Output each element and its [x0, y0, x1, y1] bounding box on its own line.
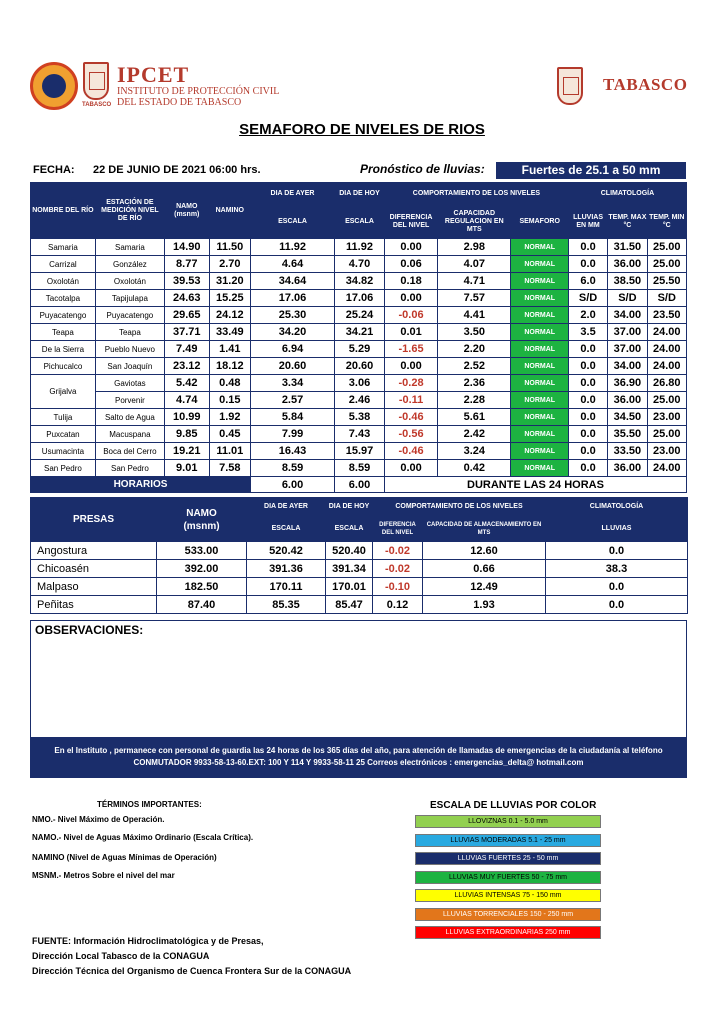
cell-cap: 1.93 — [423, 596, 546, 614]
terms-title: TÉRMINOS IMPORTANTES: — [97, 800, 202, 809]
cell-dif: -0.02 — [373, 542, 423, 560]
pronostico-value: Fuertes de 25.1 a 50 mm — [496, 162, 686, 179]
cell-lluvia: 0.0 — [568, 426, 607, 443]
cell-tmin: 23.00 — [647, 409, 686, 426]
horario-ayer: 6.00 — [251, 477, 335, 493]
cell-cap: 3.50 — [438, 324, 511, 341]
header-semaforo: SEMAFORO — [511, 205, 568, 239]
cell-cap: 2.52 — [438, 358, 511, 375]
cell-dif: -0.10 — [373, 578, 423, 596]
header-dam-dia-hoy: DIA DE HOY — [326, 498, 373, 516]
header-rio: NOMBRE DEL RÍO — [31, 183, 96, 239]
cell-ayer: 17.06 — [251, 290, 335, 307]
cell-name: Peñitas — [31, 596, 157, 614]
table-row — [31, 307, 687, 324]
cell-cap: 2.28 — [438, 392, 511, 409]
cell-tmax: 36.90 — [608, 375, 647, 392]
cell-dif: -0.56 — [384, 426, 437, 443]
cell-ayer: 3.34 — [251, 375, 335, 392]
rain-scale-item: LLUVIAS TORRENCIALES 150 - 250 mm — [415, 908, 601, 921]
cell-dif: -0.28 — [384, 375, 437, 392]
header-estacion: ESTACIÓN DE MEDICIÓN NIVEL DE RÍO — [95, 183, 164, 239]
cell-cap: 4.71 — [438, 273, 511, 290]
header-namino: NAMINO — [209, 183, 250, 239]
cell-lluvia: 6.0 — [568, 273, 607, 290]
cell-namino: 0.45 — [209, 426, 250, 443]
cell-namo: 9.85 — [164, 426, 209, 443]
proteccion-civil-logo — [30, 62, 78, 110]
table-row — [31, 426, 687, 443]
cell-lluvia: 0.0 — [546, 542, 688, 560]
cell-tmax: S/D — [608, 290, 647, 307]
cell-namo: 14.90 — [164, 239, 209, 256]
cell-hoy: 7.43 — [335, 426, 385, 443]
header-escala-hoy: ESCALA — [335, 205, 385, 239]
cell-estacion: Oxolotán — [95, 273, 164, 290]
cell-dif: 0.00 — [384, 290, 437, 307]
cell-hoy: 20.60 — [335, 358, 385, 375]
cell-estacion: Pueblo Nuevo — [95, 341, 164, 358]
cell-namino: 18.12 — [209, 358, 250, 375]
observaciones-label: OBSERVACIONES: — [35, 623, 144, 637]
cell-tmin: 23.50 — [647, 307, 686, 324]
header-dam-lluvias: LLUVIAS — [546, 516, 688, 542]
cell-cap: 0.42 — [438, 460, 511, 477]
cell-tmax: 37.00 — [608, 324, 647, 341]
table-row — [31, 542, 688, 560]
cell-hoy: 34.82 — [335, 273, 385, 290]
cell-namino: 31.20 — [209, 273, 250, 290]
cell-tmax: 38.50 — [608, 273, 647, 290]
cell-hoy: 17.06 — [335, 290, 385, 307]
cell-namino: 1.92 — [209, 409, 250, 426]
cell-hoy: 2.46 — [335, 392, 385, 409]
header-dam-dia-ayer: DIA DE AYER — [247, 498, 326, 516]
page-title: SEMAFORO DE NIVELES DE RIOS — [239, 121, 485, 138]
fecha-label: FECHA: — [33, 164, 75, 176]
cell-namino: 24.12 — [209, 307, 250, 324]
cell-ayer: 85.35 — [247, 596, 326, 614]
cell-cap: 4.07 — [438, 256, 511, 273]
tabasco-crest-icon — [83, 62, 109, 100]
cell-ayer: 170.11 — [247, 578, 326, 596]
cell-namo: 24.63 — [164, 290, 209, 307]
contact-line-1: En el Instituto , permanece con personal de guardia las 24 horas de los 365 días del año, para atención de llamadas de emergencias de la ciudadanía al teléfono — [54, 746, 663, 755]
cell-namo: 4.74 — [164, 392, 209, 409]
cell-namino: 11.50 — [209, 239, 250, 256]
cell-dif: -0.11 — [384, 392, 437, 409]
cell-tmin: 25.00 — [647, 256, 686, 273]
cell-rio: Pichucalco — [31, 358, 96, 375]
cell-tmin: 24.00 — [647, 460, 686, 477]
horario-hoy: 6.00 — [335, 477, 385, 493]
cell-ayer: 34.64 — [251, 273, 335, 290]
cell-estacion: San Joaquín — [95, 358, 164, 375]
cell-cap: 3.24 — [438, 443, 511, 460]
cell-namo: 87.40 — [157, 596, 247, 614]
header-capacidad: CAPACIDAD REGULACION EN MTS — [438, 205, 511, 239]
rain-scale-title: ESCALA DE LLUVIAS POR COLOR — [430, 800, 597, 811]
table-row — [31, 290, 687, 307]
header-dam-escala-hoy: ESCALA — [326, 516, 373, 542]
cell-namo: 5.42 — [164, 375, 209, 392]
cell-sem: NORMAL — [511, 426, 568, 443]
cell-lluvia: 38.3 — [546, 560, 688, 578]
cell-tmax: 37.00 — [608, 341, 647, 358]
cell-rio: Usumacinta — [31, 443, 96, 460]
header-dia-ayer: DIA DE AYER — [251, 183, 335, 205]
cell-tmax: 36.00 — [608, 460, 647, 477]
cell-ayer: 11.92 — [251, 239, 335, 256]
table-row — [31, 392, 687, 409]
cell-namino: 2.70 — [209, 256, 250, 273]
cell-rio: Oxolotán — [31, 273, 96, 290]
cell-cap: 7.57 — [438, 290, 511, 307]
cell-namo: 19.21 — [164, 443, 209, 460]
header-namo: NAMO (msnm) — [164, 183, 209, 239]
cell-cap: 2.20 — [438, 341, 511, 358]
header-tmax: TEMP. MAX °C — [608, 205, 647, 239]
cell-sem: NORMAL — [511, 290, 568, 307]
cell-ayer: 7.99 — [251, 426, 335, 443]
cell-dif: -0.46 — [384, 443, 437, 460]
cell-rio: Teapa — [31, 324, 96, 341]
cell-lluvia: 0.0 — [568, 460, 607, 477]
cell-ayer: 520.42 — [247, 542, 326, 560]
cell-rio: Carrizal — [31, 256, 96, 273]
cell-hoy: 5.38 — [335, 409, 385, 426]
cell-name: Angostura — [31, 542, 157, 560]
table-row — [31, 460, 687, 477]
cell-tmin: 24.00 — [647, 358, 686, 375]
cell-tmax: 34.50 — [608, 409, 647, 426]
cell-tmin: 23.00 — [647, 443, 686, 460]
horario-lluvias: DURANTE LAS 24 HORAS — [384, 477, 686, 493]
cell-tmax: 36.00 — [608, 256, 647, 273]
cell-hoy: 4.70 — [335, 256, 385, 273]
dams-table — [30, 497, 688, 614]
cell-namo: 39.53 — [164, 273, 209, 290]
cell-ayer: 2.57 — [251, 392, 335, 409]
cell-rio: Puxcatan — [31, 426, 96, 443]
header-dam-comportamiento: COMPORTAMIENTO DE LOS NIVELES — [373, 498, 546, 516]
cell-rio: Puyacatengo — [31, 307, 96, 324]
cell-estacion: Macuspana — [95, 426, 164, 443]
cell-hoy: 170.01 — [326, 578, 373, 596]
cell-hoy: 11.92 — [335, 239, 385, 256]
pronostico-label: Pronóstico de lluvias: — [360, 162, 485, 176]
cell-ayer: 25.30 — [251, 307, 335, 324]
tabasco-state-crest-icon — [557, 67, 583, 105]
fuente-line-1: FUENTE: Información Hidroclimatológica y de Presas, — [32, 936, 264, 946]
table-row — [31, 560, 688, 578]
cell-dif: 0.18 — [384, 273, 437, 290]
cell-cap: 12.60 — [423, 542, 546, 560]
cell-dif: -0.06 — [384, 307, 437, 324]
rain-scale-item: LLOVIZNAS 0.1 - 5.0 mm — [415, 815, 601, 828]
cell-lluvia: 0.0 — [568, 392, 607, 409]
cell-ayer: 8.59 — [251, 460, 335, 477]
header-lluvias: LLUVIAS EN MM — [568, 205, 607, 239]
cell-estacion: Gaviotas — [95, 375, 164, 392]
cell-tmin: 25.00 — [647, 239, 686, 256]
contact-line-2: CONMUTADOR 9933-58-13-60.EXT: 100 Y 114 Y 9933-58-11 25 Correos electrónicos : emergencias_delta@ hotmail.com — [133, 758, 584, 767]
crest-left-label: TABASCO — [82, 102, 112, 108]
cell-lluvia: S/D — [568, 290, 607, 307]
cell-hoy: 34.21 — [335, 324, 385, 341]
cell-dif: -0.46 — [384, 409, 437, 426]
cell-namo: 9.01 — [164, 460, 209, 477]
cell-dif: 0.12 — [373, 596, 423, 614]
cell-sem: NORMAL — [511, 273, 568, 290]
cell-hoy: 5.29 — [335, 341, 385, 358]
header-dam-capacidad: CAPACIDAD DE ALMACENAMIENTO EN MTS — [423, 516, 546, 542]
fecha-value: 22 DE JUNIO DE 2021 06:00 hrs. — [93, 164, 261, 176]
cell-dif: 0.00 — [384, 239, 437, 256]
cell-hoy: 520.40 — [326, 542, 373, 560]
contact-footer — [30, 738, 687, 778]
cell-sem: NORMAL — [511, 324, 568, 341]
cell-estacion: Boca del Cerro — [95, 443, 164, 460]
header-dam-escala-ayer: ESCALA — [247, 516, 326, 542]
cell-hoy: 25.24 — [335, 307, 385, 324]
cell-sem: NORMAL — [511, 358, 568, 375]
cell-namo: 23.12 — [164, 358, 209, 375]
cell-cap: 2.36 — [438, 375, 511, 392]
cell-dif: 0.00 — [384, 460, 437, 477]
cell-tmax: 34.00 — [608, 307, 647, 324]
header-dam-diferencia: DIFERENCIA DEL NIVEL — [373, 516, 423, 542]
cell-estacion: San Pedro — [95, 460, 164, 477]
cell-namo: 533.00 — [157, 542, 247, 560]
cell-cap: 5.61 — [438, 409, 511, 426]
cell-namino: 1.41 — [209, 341, 250, 358]
cell-sem: NORMAL — [511, 460, 568, 477]
cell-dif: -1.65 — [384, 341, 437, 358]
cell-ayer: 5.84 — [251, 409, 335, 426]
table-row — [31, 443, 687, 460]
cell-lluvia: 0.0 — [568, 443, 607, 460]
org-name: IPCET — [117, 62, 190, 87]
fuente-line-2: Dirección Local Tabasco de la CONAGUA — [32, 951, 210, 961]
cell-tmin: 26.80 — [647, 375, 686, 392]
cell-ayer: 34.20 — [251, 324, 335, 341]
table-row — [31, 239, 687, 256]
header-dia-hoy: DIA DE HOY — [335, 183, 385, 205]
cell-hoy: 391.34 — [326, 560, 373, 578]
cell-name: Malpaso — [31, 578, 157, 596]
rivers-table — [30, 182, 687, 493]
cell-lluvia: 0.0 — [568, 341, 607, 358]
cell-tmin: 24.00 — [647, 324, 686, 341]
cell-rio: Tulija — [31, 409, 96, 426]
header-presas: PRESAS — [31, 498, 157, 542]
cell-ayer: 4.64 — [251, 256, 335, 273]
header-dam-climatologia: CLIMATOLOGÍA — [546, 498, 688, 516]
cell-namino: 7.58 — [209, 460, 250, 477]
term-namo: NAMO.- Nivel de Aguas Máximo Ordinario (Escala Crítica). — [32, 833, 254, 842]
cell-namo: 182.50 — [157, 578, 247, 596]
cell-hoy: 85.47 — [326, 596, 373, 614]
header-escala-ayer: ESCALA — [251, 205, 335, 239]
cell-dif: 0.06 — [384, 256, 437, 273]
cell-namino: 15.25 — [209, 290, 250, 307]
cell-rio: Tacotalpa — [31, 290, 96, 307]
cell-estacion: Puyacatengo — [95, 307, 164, 324]
table-row — [31, 409, 687, 426]
horarios-label: HORARIOS — [31, 477, 251, 493]
cell-lluvia: 0.0 — [546, 596, 688, 614]
cell-hoy: 3.06 — [335, 375, 385, 392]
cell-rio: De la Sierra — [31, 341, 96, 358]
cell-namo: 37.71 — [164, 324, 209, 341]
cell-estacion: González — [95, 256, 164, 273]
term-namino: NAMINO (Nivel de Aguas Mínimas de Operación) — [32, 853, 217, 862]
cell-hoy: 8.59 — [335, 460, 385, 477]
cell-cap: 2.42 — [438, 426, 511, 443]
cell-namino: 33.49 — [209, 324, 250, 341]
cell-estacion: Teapa — [95, 324, 164, 341]
cell-estacion: Porvenir — [95, 392, 164, 409]
rain-scale-item: LLUVIAS INTENSAS 75 - 150 mm — [415, 889, 601, 902]
cell-tmax: 31.50 — [608, 239, 647, 256]
cell-rio: Samaria — [31, 239, 96, 256]
cell-cap: 0.66 — [423, 560, 546, 578]
cell-namo: 7.49 — [164, 341, 209, 358]
cell-lluvia: 0.0 — [568, 409, 607, 426]
table-row — [31, 324, 687, 341]
cell-tmax: 34.00 — [608, 358, 647, 375]
cell-dif: 0.01 — [384, 324, 437, 341]
header-diferencia: DIFERENCIA DEL NIVEL — [384, 205, 437, 239]
cell-tmin: 25.00 — [647, 392, 686, 409]
cell-sem: NORMAL — [511, 307, 568, 324]
header-comportamiento: COMPORTAMIENTO DE LOS NIVELES — [384, 183, 568, 205]
cell-tmax: 35.50 — [608, 426, 647, 443]
cell-lluvia: 0.0 — [568, 256, 607, 273]
cell-cap: 2.98 — [438, 239, 511, 256]
cell-sem: NORMAL — [511, 239, 568, 256]
cell-hoy: 15.97 — [335, 443, 385, 460]
header-climatologia: CLIMATOLOGÍA — [568, 183, 686, 205]
rain-scale-item: LLUVIAS EXTRAORDINARIAS 250 mm — [415, 926, 601, 939]
cell-namino: 0.15 — [209, 392, 250, 409]
cell-tmax: 36.00 — [608, 392, 647, 409]
term-msnm: MSNM.- Metros Sobre el nivel del mar — [32, 871, 175, 880]
table-row — [31, 256, 687, 273]
cell-namo: 8.77 — [164, 256, 209, 273]
table-row — [31, 273, 687, 290]
cell-tmin: 25.00 — [647, 426, 686, 443]
cell-tmin: S/D — [647, 290, 686, 307]
term-nmo: NMO.- Nivel Máximo de Operación. — [32, 815, 165, 824]
cell-cap: 4.41 — [438, 307, 511, 324]
fuente-line-3: Dirección Técnica del Organismo de Cuenca Frontera Sur de la CONAGUA — [32, 966, 352, 976]
cell-lluvia: 0.0 — [568, 375, 607, 392]
rain-scale-item: LLUVIAS MODERADAS 5.1 - 25 mm — [415, 834, 601, 847]
cell-rio: Grijalva — [31, 375, 96, 409]
table-row — [31, 358, 687, 375]
cell-ayer: 6.94 — [251, 341, 335, 358]
cell-name: Chicoasén — [31, 560, 157, 578]
org-subtitle: INSTITUTO DE PROTECCIÓN CIVIL DEL ESTADO DE TABASCO — [117, 86, 280, 108]
cell-cap: 12.49 — [423, 578, 546, 596]
cell-estacion: Tapijulapa — [95, 290, 164, 307]
cell-lluvia: 0.0 — [568, 239, 607, 256]
cell-tmin: 24.00 — [647, 341, 686, 358]
cell-rio: San Pedro — [31, 460, 96, 477]
cell-ayer: 16.43 — [251, 443, 335, 460]
cell-namino: 0.48 — [209, 375, 250, 392]
cell-estacion: Salto de Agua — [95, 409, 164, 426]
table-row — [31, 375, 687, 392]
observaciones-box — [30, 620, 687, 738]
cell-sem: NORMAL — [511, 443, 568, 460]
header-tmin: TEMP. MIN °C — [647, 205, 686, 239]
cell-sem: NORMAL — [511, 409, 568, 426]
cell-sem: NORMAL — [511, 256, 568, 273]
table-row — [31, 578, 688, 596]
cell-ayer: 391.36 — [247, 560, 326, 578]
cell-namo: 392.00 — [157, 560, 247, 578]
cell-sem: NORMAL — [511, 375, 568, 392]
cell-sem: NORMAL — [511, 392, 568, 409]
cell-namino: 11.01 — [209, 443, 250, 460]
header-dam-namo: NAMO (msnm) — [157, 498, 247, 542]
rain-scale-item: LLUVIAS FUERTES 25 - 50 mm — [415, 852, 601, 865]
cell-tmax: 33.50 — [608, 443, 647, 460]
cell-namo: 29.65 — [164, 307, 209, 324]
rain-scale-item: LLUVIAS MUY FUERTES 50 - 75 mm — [415, 871, 601, 884]
cell-lluvia: 0.0 — [546, 578, 688, 596]
cell-lluvia: 0.0 — [568, 358, 607, 375]
cell-estacion: Samaria — [95, 239, 164, 256]
cell-ayer: 20.60 — [251, 358, 335, 375]
state-name: TABASCO — [603, 75, 688, 94]
cell-lluvia: 2.0 — [568, 307, 607, 324]
cell-dif: -0.02 — [373, 560, 423, 578]
cell-namo: 10.99 — [164, 409, 209, 426]
cell-dif: 0.00 — [384, 358, 437, 375]
cell-tmin: 25.50 — [647, 273, 686, 290]
cell-sem: NORMAL — [511, 341, 568, 358]
cell-lluvia: 3.5 — [568, 324, 607, 341]
table-row — [31, 341, 687, 358]
table-row — [31, 596, 688, 614]
